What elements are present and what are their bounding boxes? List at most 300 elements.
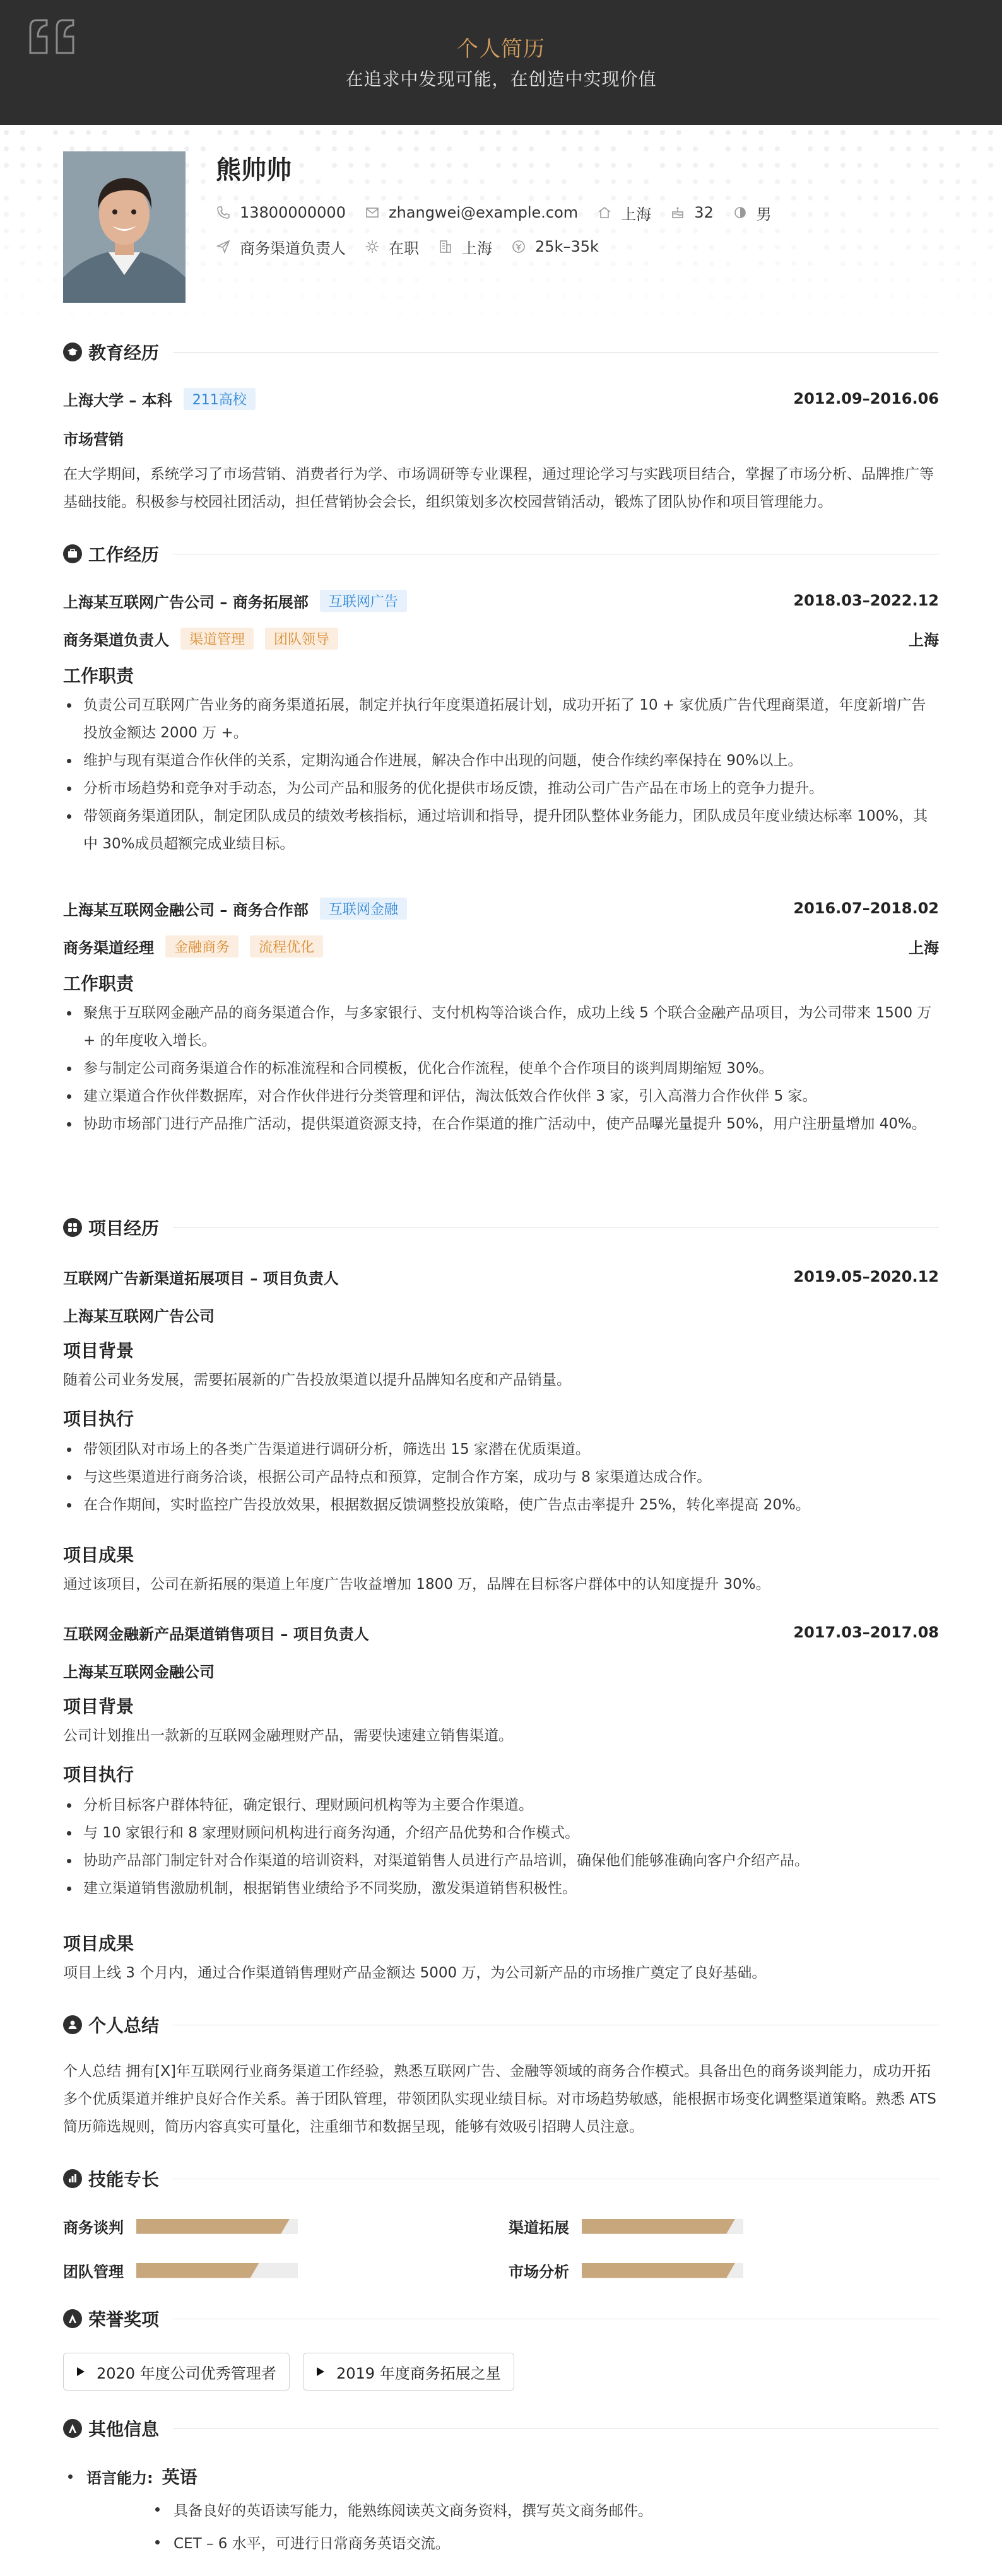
decorative-dot xyxy=(644,261,649,266)
decorative-dot xyxy=(315,261,321,266)
decorative-dot xyxy=(545,278,550,283)
decorative-dot xyxy=(414,196,419,201)
decorative-dot xyxy=(398,261,403,266)
decorative-dot xyxy=(69,310,74,315)
decorative-dot xyxy=(808,228,813,233)
decorative-dot xyxy=(676,294,681,299)
industry-tag: 互联网广告 xyxy=(320,590,407,612)
decorative-dot xyxy=(988,163,993,168)
decorative-dot xyxy=(480,278,485,283)
decorative-dot xyxy=(955,196,960,201)
decorative-dot xyxy=(988,130,993,135)
decorative-dot xyxy=(758,327,763,332)
decorative-dot xyxy=(988,310,993,315)
decorative-dot xyxy=(201,310,206,315)
execution-list xyxy=(63,1436,939,1519)
decorative-dot xyxy=(824,212,829,217)
decorative-dot xyxy=(447,278,452,283)
decorative-dot xyxy=(135,130,140,135)
decorative-dot xyxy=(890,278,895,283)
decorative-dot xyxy=(890,310,895,315)
decorative-dot xyxy=(496,146,501,151)
decorative-dot xyxy=(611,228,616,233)
skill-name: 商务谈判 xyxy=(63,2219,124,2237)
decorative-dot xyxy=(4,310,9,315)
job-role: 商务渠道经理 xyxy=(63,939,154,957)
decorative-dot xyxy=(644,130,649,135)
decorative-dot xyxy=(693,245,698,250)
decorative-dot xyxy=(594,179,599,184)
skills-title: 技能专长 xyxy=(88,2169,160,2190)
decorative-dot xyxy=(20,212,25,217)
decorative-dot xyxy=(480,228,485,233)
decorative-dot xyxy=(939,245,944,250)
decorative-dot xyxy=(512,294,517,299)
decorative-dot xyxy=(365,163,370,168)
decorative-dot xyxy=(627,327,632,332)
skill-level-fill xyxy=(582,2219,735,2234)
education-section-header xyxy=(63,339,939,365)
decorative-dot xyxy=(512,163,517,168)
decorative-dot xyxy=(890,196,895,201)
decorative-dot xyxy=(939,278,944,283)
decorative-dot xyxy=(627,163,632,168)
decorative-dot xyxy=(840,146,846,151)
decorative-dot xyxy=(775,179,780,184)
list-item: 聚焦于互联网金融产品的商务渠道合作，与多家银行、支付机构等洽谈合作，成功上线 5 个联合金融产品项目，为公司带来 1500 万 + 的年度收入增长。 xyxy=(63,999,939,1055)
decorative-dot xyxy=(365,146,370,151)
decorative-dot xyxy=(742,228,747,233)
home-icon xyxy=(597,205,612,220)
decorative-dot xyxy=(890,261,895,266)
project-period: 2017.03–2017.08 xyxy=(793,1624,939,1641)
decorative-dot xyxy=(873,245,878,250)
decorative-dot xyxy=(808,310,813,315)
decorative-dot xyxy=(758,310,763,315)
decorative-dot xyxy=(890,130,895,135)
list-item: 建立渠道合作伙伴数据库，对合作伙伴进行分类管理和评估，淘汰低效合作伙伴 3 家，引入高潜力合作伙伴 5 家。 xyxy=(63,1082,939,1110)
project-result: 项目上线 3 个月内，通过合作渠道销售理财产品金额达 5000 万，为公司新产品的市场推广奠定了良好基础。 xyxy=(63,1965,767,1981)
decorative-dot xyxy=(939,228,944,233)
salary-item xyxy=(511,238,599,255)
decorative-dot xyxy=(315,196,321,201)
project-company: 上海某互联网广告公司 xyxy=(63,1307,215,1325)
play-triangle-icon xyxy=(76,2367,85,2377)
grid-icon xyxy=(63,1218,82,1237)
decorative-dot xyxy=(742,310,747,315)
decorative-dot xyxy=(594,261,599,266)
decorative-dot xyxy=(299,130,304,135)
skill-name: 团队管理 xyxy=(63,2263,124,2281)
gender-icon xyxy=(733,205,748,220)
briefcase-icon xyxy=(63,544,82,563)
decorative-dot xyxy=(775,327,780,332)
industry-tag: 互联网金融 xyxy=(320,898,407,920)
decorative-dot xyxy=(398,179,403,184)
decorative-dot xyxy=(562,310,567,315)
decorative-dot xyxy=(578,228,583,233)
language-detail-text: 具备良好的英语读写能力，能熟练阅读英文商务资料，撰写英文商务邮件。 xyxy=(174,2503,652,2519)
decorative-dot xyxy=(906,212,911,217)
decorative-dot xyxy=(939,327,944,332)
decorative-dot xyxy=(398,228,403,233)
work-title: 工作经历 xyxy=(88,544,160,565)
decorative-dot xyxy=(463,163,468,168)
decorative-dot xyxy=(4,228,9,233)
decorative-dot xyxy=(398,278,403,283)
decorative-dot xyxy=(53,261,58,266)
decorative-dot xyxy=(4,130,9,135)
education-period: 2012.09–2016.06 xyxy=(793,390,939,407)
decorative-dot xyxy=(857,261,862,266)
decorative-dot xyxy=(955,163,960,168)
decorative-dot xyxy=(972,196,977,201)
decorative-dot xyxy=(447,327,452,332)
decorative-dot xyxy=(676,245,681,250)
list-item: 协助产品部门制定针对合作渠道的培训资料，对渠道销售人员进行产品培训，确保他们能够准确向客户介绍产品。 xyxy=(63,1847,939,1875)
decorative-dot xyxy=(201,278,206,283)
school-tag: 211高校 xyxy=(184,388,256,410)
decorative-dot xyxy=(512,327,517,332)
honor-badge xyxy=(63,2353,290,2391)
decorative-dot xyxy=(578,327,583,332)
decorative-dot xyxy=(348,130,353,135)
decorative-dot xyxy=(315,146,321,151)
decorative-dot xyxy=(480,130,485,135)
decorative-dot xyxy=(545,163,550,168)
decorative-dot xyxy=(480,294,485,299)
decorative-dot xyxy=(988,228,993,233)
decorative-dot xyxy=(512,310,517,315)
decorative-dot xyxy=(857,228,862,233)
skill-bar xyxy=(136,2219,298,2234)
decorative-dot xyxy=(414,228,419,233)
decorative-dot xyxy=(676,163,681,168)
decorative-dot xyxy=(824,278,829,283)
decorative-dot xyxy=(480,310,485,315)
skill-name: 市场分析 xyxy=(509,2263,569,2281)
decorative-dot xyxy=(939,261,944,266)
project-header xyxy=(63,1621,939,1644)
school-name: 上海大学 – 本科 xyxy=(63,391,172,409)
list-item: 与 10 家银行和 8 家理财顾问机构进行商务沟通，介绍产品优势和合作模式。 xyxy=(63,1819,939,1847)
decorative-dot xyxy=(447,310,452,315)
decorative-dot xyxy=(742,278,747,283)
decorative-dot xyxy=(660,245,665,250)
decorative-dot xyxy=(791,245,796,250)
decorative-dot xyxy=(873,179,878,184)
decorative-dot xyxy=(381,130,386,135)
gender-item xyxy=(733,202,772,224)
language-label: 语言能力: xyxy=(86,2469,153,2487)
decorative-dot xyxy=(430,228,435,233)
decorative-dot xyxy=(233,294,239,299)
decorative-dot xyxy=(808,294,813,299)
decorative-dot xyxy=(315,294,321,299)
decorative-dot xyxy=(414,278,419,283)
decorative-dot xyxy=(611,327,616,332)
job-header xyxy=(63,589,939,612)
decorative-dot xyxy=(594,130,599,135)
decorative-dot xyxy=(906,130,911,135)
status-item xyxy=(365,236,419,258)
decorative-dot xyxy=(480,196,485,201)
decorative-dot xyxy=(660,228,665,233)
decorative-dot xyxy=(709,163,714,168)
decorative-dot xyxy=(69,130,74,135)
decorative-dot xyxy=(86,130,91,135)
decorative-dot xyxy=(627,196,632,201)
decorative-dot xyxy=(430,294,435,299)
decorative-dot xyxy=(627,278,632,283)
summary-text: 个人总结 拥有[X]年互联网行业商务渠道工作经验，熟悉互联网广告、金融等领域的商务合作模式。具备出色的商务谈判能力，成功开拓多个优质渠道并维护良好合作关系。善于团队管理，带领团队实现业绩目标。对市场趋势敏感，能根据市场变化调整渠道策略。熟悉 ATS 简历筛选规则，简历内容真实可量化，注重细节和数据呈现，能够有效吸引招聘人员注意。 xyxy=(63,2063,936,2135)
project-period: 2019.05–2020.12 xyxy=(793,1268,939,1285)
decorative-dot xyxy=(594,294,599,299)
decorative-dot xyxy=(266,261,271,266)
other-section-header xyxy=(63,2416,939,2441)
project-result: 通过该项目，公司在新拓展的渠道上年度广告收益增加 1800 万，品牌在目标客户群体中的认知度提升 30%。 xyxy=(63,1576,770,1593)
decorative-dot xyxy=(315,179,321,184)
decorative-dot xyxy=(512,130,517,135)
decorative-dot xyxy=(250,294,255,299)
decorative-dot xyxy=(922,245,928,250)
project-background-heading: 项目背景 xyxy=(63,1696,134,1717)
skill-level-fill xyxy=(136,2219,290,2234)
decorative-dot xyxy=(709,130,714,135)
decorative-dot xyxy=(529,228,534,233)
decorative-dot xyxy=(660,278,665,283)
decorative-dot xyxy=(529,163,534,168)
project-result-heading: 项目成果 xyxy=(63,1933,134,1954)
decorative-dot xyxy=(4,212,9,217)
decorative-dot xyxy=(857,146,862,151)
position-item xyxy=(216,236,346,258)
project-header xyxy=(63,1265,939,1288)
decorative-dot xyxy=(758,163,763,168)
decorative-dot xyxy=(726,261,731,266)
decorative-dot xyxy=(955,278,960,283)
candidate-name: 熊帅帅 xyxy=(216,156,292,185)
decorative-dot xyxy=(922,163,928,168)
decorative-dot xyxy=(20,179,25,184)
decorative-dot xyxy=(808,278,813,283)
decorative-dot xyxy=(283,278,288,283)
decorative-dot xyxy=(726,196,731,201)
decorative-dot xyxy=(742,146,747,151)
decorative-dot xyxy=(922,130,928,135)
decorative-dot xyxy=(201,228,206,233)
job-role: 商务渠道负责人 xyxy=(63,631,169,649)
decorative-dot xyxy=(332,146,337,151)
decorative-dot xyxy=(758,130,763,135)
decorative-dot xyxy=(873,196,878,201)
decorative-dot xyxy=(283,261,288,266)
decorative-dot xyxy=(791,278,796,283)
decorative-dot xyxy=(840,261,846,266)
decorative-dot xyxy=(414,327,419,332)
project-background-heading: 项目背景 xyxy=(63,1340,134,1361)
decorative-dot xyxy=(988,212,993,217)
decorative-dot xyxy=(758,146,763,151)
job-intent-row xyxy=(216,236,618,257)
decorative-dot xyxy=(283,310,288,315)
decorative-dot xyxy=(266,327,271,332)
job-role-row xyxy=(63,935,939,957)
language-row xyxy=(68,2464,197,2489)
decorative-dot xyxy=(906,228,911,233)
decorative-dot xyxy=(348,179,353,184)
decorative-dot xyxy=(824,245,829,250)
decorative-dot xyxy=(545,196,550,201)
decorative-dot xyxy=(594,310,599,315)
decorative-dot xyxy=(791,163,796,168)
decorative-dot xyxy=(562,179,567,184)
decorative-dot xyxy=(726,278,731,283)
decorative-dot xyxy=(430,163,435,168)
honor-badge xyxy=(303,2353,514,2391)
decorative-dot xyxy=(709,278,714,283)
decorative-dot xyxy=(742,163,747,168)
decorative-dot xyxy=(283,228,288,233)
language-detail-text: CET – 6 水平，可进行日常商务英语交流。 xyxy=(174,2536,450,2552)
decorative-dot xyxy=(562,228,567,233)
work-section-header xyxy=(63,541,939,566)
decorative-dot xyxy=(906,278,911,283)
projects-section-header xyxy=(63,1215,939,1240)
decorative-dot xyxy=(594,327,599,332)
building-icon xyxy=(438,239,453,254)
decorative-dot xyxy=(644,310,649,315)
decorative-dot xyxy=(201,261,206,266)
decorative-dot xyxy=(250,278,255,283)
decorative-dot xyxy=(972,212,977,217)
decorative-dot xyxy=(414,146,419,151)
decorative-dot xyxy=(529,278,534,283)
decorative-dot xyxy=(644,179,649,184)
decorative-dot xyxy=(480,179,485,184)
decorative-dot xyxy=(53,327,58,332)
skill-tag: 金融商务 xyxy=(165,935,239,957)
decorative-dot xyxy=(808,212,813,217)
decorative-dot xyxy=(988,278,993,283)
decorative-dot xyxy=(168,310,173,315)
decorative-dot xyxy=(184,130,189,135)
decorative-dot xyxy=(922,327,928,332)
decorative-dot xyxy=(20,294,25,299)
decorative-dot xyxy=(332,228,337,233)
decorative-dot xyxy=(709,261,714,266)
decorative-dot xyxy=(791,179,796,184)
decorative-dot xyxy=(545,294,550,299)
decorative-dot xyxy=(398,294,403,299)
decorative-dot xyxy=(578,278,583,283)
decorative-dot xyxy=(906,310,911,315)
decorative-dot xyxy=(906,196,911,201)
decorative-dot xyxy=(660,163,665,168)
decorative-dot xyxy=(20,327,25,332)
user-icon xyxy=(63,2015,82,2034)
decorative-dot xyxy=(250,327,255,332)
banner-title: 个人简历 xyxy=(457,37,545,62)
decorative-dot xyxy=(381,179,386,184)
decorative-dot xyxy=(775,196,780,201)
decorative-dot xyxy=(578,294,583,299)
decorative-dot xyxy=(102,130,107,135)
decorative-dot xyxy=(184,146,189,151)
decorative-dot xyxy=(463,130,468,135)
decorative-dot xyxy=(611,261,616,266)
decorative-dot xyxy=(840,212,846,217)
duties-heading: 工作职责 xyxy=(63,665,134,686)
decorative-dot xyxy=(201,146,206,151)
list-item: 建立渠道销售激励机制，根据销售业绩给予不同奖励，激发渠道销售积极性。 xyxy=(63,1875,939,1902)
decorative-dot xyxy=(53,163,58,168)
decorative-dot xyxy=(627,130,632,135)
phone-icon xyxy=(216,205,231,220)
decorative-dot xyxy=(644,278,649,283)
header-banner xyxy=(0,0,1002,125)
decorative-dot xyxy=(299,278,304,283)
decorative-dot xyxy=(742,327,747,332)
decorative-dot xyxy=(37,327,42,332)
language-detail xyxy=(155,2499,652,2520)
decorative-dot xyxy=(644,146,649,151)
decorative-dot xyxy=(660,310,665,315)
decorative-dot xyxy=(348,228,353,233)
decorative-dot xyxy=(37,196,42,201)
education-entry-header xyxy=(63,387,939,410)
decorative-dot xyxy=(53,212,58,217)
decorative-dot xyxy=(69,146,74,151)
decorative-dot xyxy=(4,196,9,201)
decorative-dot xyxy=(365,261,370,266)
decorative-dot xyxy=(955,245,960,250)
decorative-dot xyxy=(37,163,42,168)
decorative-dot xyxy=(840,294,846,299)
email-item xyxy=(365,204,578,221)
decorative-dot xyxy=(480,261,485,266)
decorative-dot xyxy=(939,310,944,315)
decorative-dot xyxy=(873,130,878,135)
project-name: 互联网金融新产品渠道销售项目 – 项目负责人 xyxy=(63,1625,369,1643)
project-company: 上海某互联网金融公司 xyxy=(63,1663,215,1681)
project-background: 随着公司业务发展，需要拓展新的广告投放渠道以提升品牌知名度和产品销量。 xyxy=(63,1372,571,1388)
decorative-dot xyxy=(53,196,58,201)
decorative-dot xyxy=(299,261,304,266)
gear-icon xyxy=(365,239,380,254)
decorative-dot xyxy=(611,310,616,315)
decorative-dot xyxy=(381,278,386,283)
decorative-dot xyxy=(578,196,583,201)
decorative-dot xyxy=(840,327,846,332)
decorative-dot xyxy=(545,179,550,184)
decorative-dot xyxy=(86,146,91,151)
decorative-dot xyxy=(20,261,25,266)
decorative-dot xyxy=(250,310,255,315)
decorative-dot xyxy=(955,212,960,217)
decorative-dot xyxy=(381,261,386,266)
project-background: 公司计划推出一款新的互联网金融理财产品，需要快速建立销售渠道。 xyxy=(63,1728,513,1744)
avatar xyxy=(63,151,186,303)
decorative-dot xyxy=(922,261,928,266)
decorative-dot xyxy=(365,327,370,332)
decorative-dot xyxy=(922,212,928,217)
email-text: zhangwei@example.com xyxy=(388,204,579,221)
decorative-dot xyxy=(693,327,698,332)
decorative-dot xyxy=(365,196,370,201)
decorative-dot xyxy=(4,278,9,283)
decorative-dot xyxy=(972,278,977,283)
